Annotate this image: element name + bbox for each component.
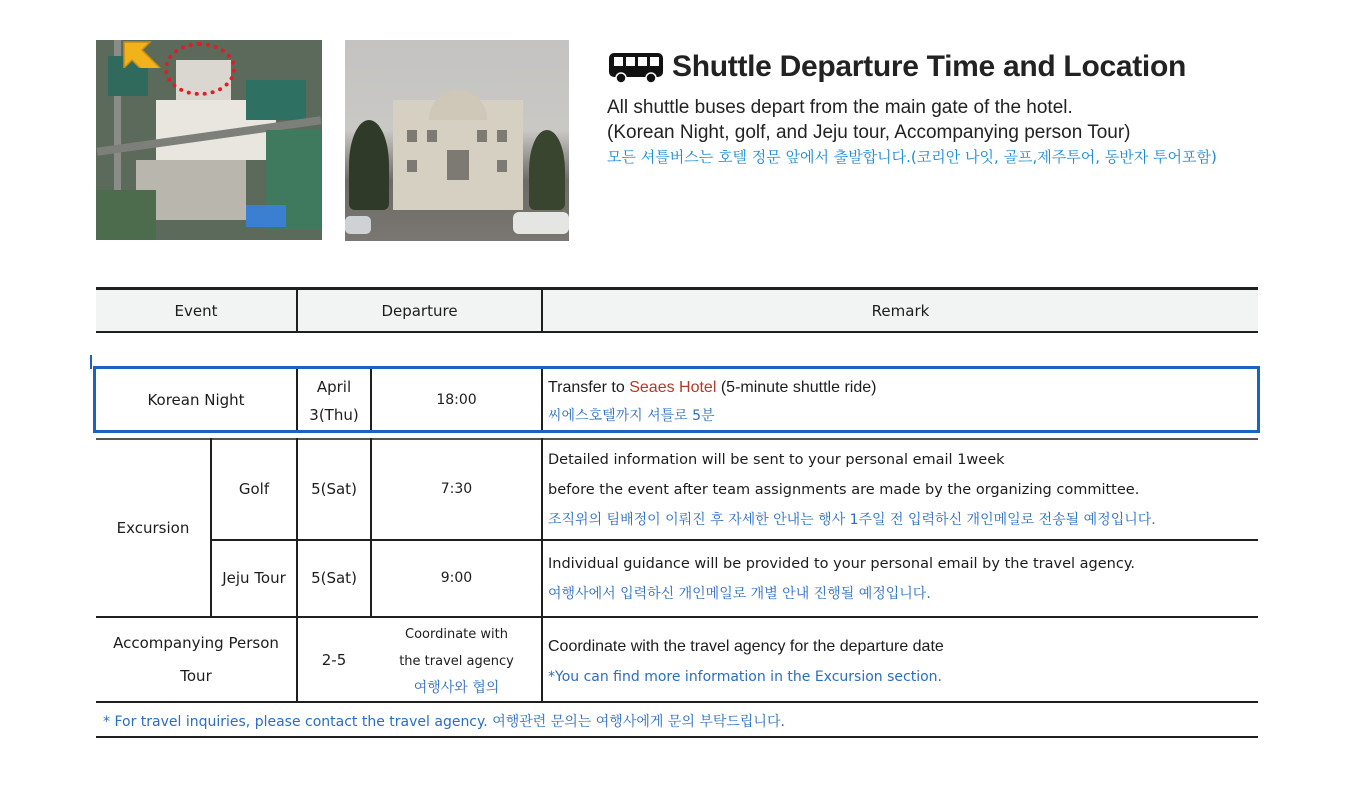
header-remark: Remark <box>871 301 930 320</box>
arrow-icon <box>120 40 170 68</box>
jeju-remark-kr: 여행사에서 입력하신 개인메일로 개별 안내 진행될 예정입니다. <box>548 586 931 602</box>
hotel-aerial-map <box>96 40 322 240</box>
golf-date: 5(Sat) <box>311 480 357 498</box>
accompanying-remark-line-2: *You can find more information in the Excursion section. <box>548 669 942 685</box>
jeju-remark <box>548 549 1253 611</box>
jeju-time: 9:00 <box>440 569 473 586</box>
korean-night-date-month: April <box>316 378 352 396</box>
accompanying-time-line-2: the travel agency <box>399 653 514 669</box>
excursion-group-label: Excursion <box>116 518 190 537</box>
golf-remark-kr: 조직위의 팀배정이 이뤄진 후 자세한 안내는 행사 1주일 전 입력하신 개인메일로 전송될 예정입니다. <box>548 512 1156 528</box>
golf-event: Golf <box>238 480 270 498</box>
accompanying-time <box>372 620 541 702</box>
korean-night-event: Korean Night <box>147 391 245 409</box>
bus-icon <box>608 52 664 84</box>
golf-remark-line-1: Detailed information will be sent to your personal email 1week <box>548 452 1005 468</box>
header-departure: Departure <box>381 301 458 320</box>
footnote: * For travel inquiries, please contact the travel agency. 여행관련 문의는 여행사에게 문의 부탁드립니다. <box>103 714 785 730</box>
subtitle-line-2: (Korean Night, golf, and Jeju tour, Accompanying person Tour) <box>607 122 1131 143</box>
hotel-photo <box>345 40 569 241</box>
hotel-name: Seaes Hotel <box>629 379 717 396</box>
korean-night-remark-kr: 씨에스호텔까지 셔틀로 5분 <box>548 408 715 424</box>
main-gate-highlight <box>164 42 236 96</box>
golf-remark-line-2: before the event after team assignments are made by the organizing committee. <box>548 482 1140 498</box>
jeju-remark-line-1: Individual guidance will be provided to your personal email by the travel agency. <box>548 556 1135 572</box>
header-event: Event <box>174 301 218 320</box>
korean-night-time: 18:00 <box>436 391 477 408</box>
accompanying-remark-line-1: Coordinate with the travel agency for the departure date <box>548 638 944 655</box>
korean-night-row-highlight <box>93 366 1260 433</box>
jeju-date: 5(Sat) <box>311 569 357 587</box>
accompanying-event-line-1: Accompanying Person <box>113 634 279 652</box>
accompanying-event-line-2: Tour <box>180 667 212 685</box>
korean-night-date-day: 3(Thu) <box>309 406 359 424</box>
accompanying-event <box>96 618 296 702</box>
jeju-event: Jeju Tour <box>222 569 286 587</box>
remark-prefix: Transfer to <box>548 379 625 396</box>
remark-suffix: (5-minute shuttle ride) <box>720 379 877 396</box>
accompanying-time-line-1: Coordinate with <box>405 626 508 642</box>
page-title: Shuttle Departure Time and Location <box>672 50 1187 83</box>
golf-time: 7:30 <box>440 480 473 497</box>
subtitle-line-1: All shuttle buses depart from the main gate of the hotel. <box>607 97 1073 118</box>
accompanying-time-kr: 여행사와 협의 <box>413 679 500 696</box>
subtitle-korean: 모든 셔틀버스는 호텔 정문 앞에서 출발합니다.(코리안 나잇, 골프,제주투어, 동반자 투어포함) <box>607 148 1217 166</box>
accompanying-remark <box>548 632 1253 696</box>
golf-remark <box>548 443 1253 537</box>
accompanying-date: 2-5 <box>321 650 347 669</box>
